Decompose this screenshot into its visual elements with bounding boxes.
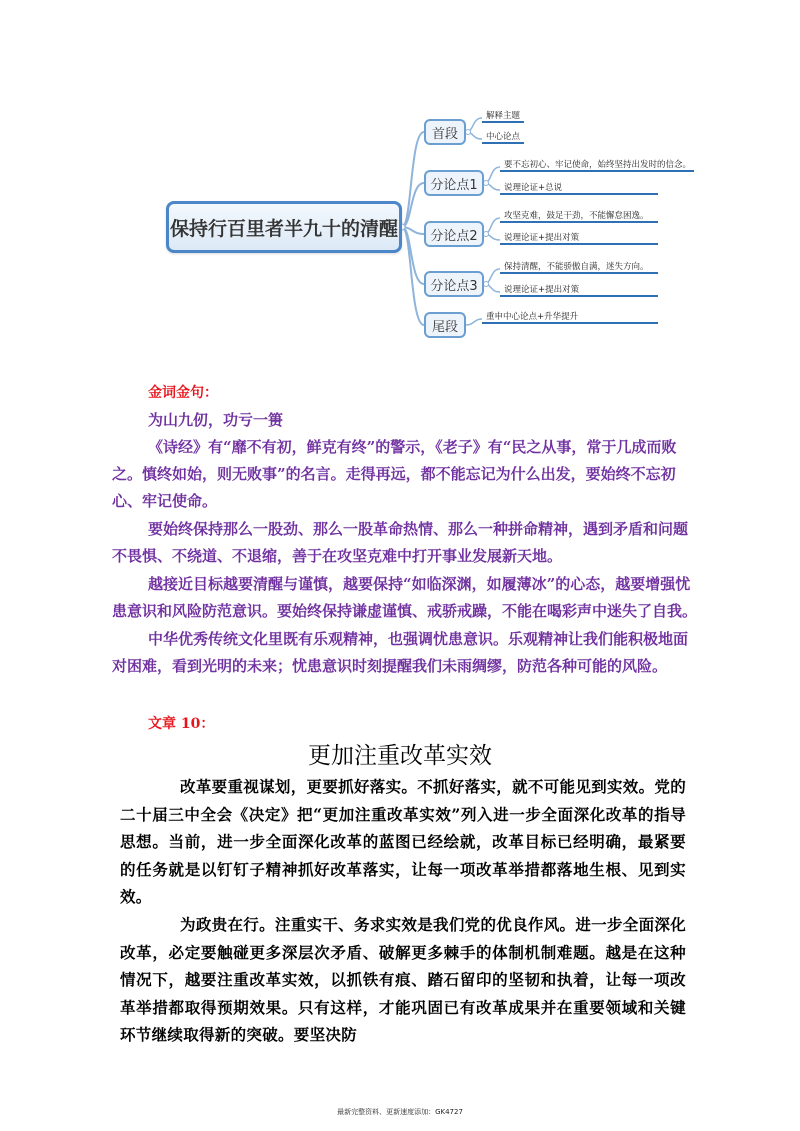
mind-map-leaf: 说理论证+提出对策 xyxy=(504,233,580,243)
mind-map-leaf: 攻坚克难，鼓足干劲，不能懈怠困逸。 xyxy=(504,211,649,221)
mind-map-connectors xyxy=(0,0,800,360)
mind-map-leaf-underline xyxy=(500,221,658,223)
mind-map-leaf-underline xyxy=(482,121,524,123)
mind-map xyxy=(0,0,800,360)
mind-map-leaf-underline xyxy=(482,142,524,144)
mind-map-leaf-underline xyxy=(500,243,658,245)
mind-map-branch-point-1: 分论点1 xyxy=(424,170,484,196)
mind-map-leaf: 中心论点 xyxy=(486,132,521,142)
mind-map-leaf-underline xyxy=(500,170,694,172)
mind-map-branch-intro: 首段 xyxy=(424,119,466,145)
quotes-subheading: 为山九仞，功亏一篑 xyxy=(148,411,284,429)
quote-paragraph: 要始终保持那么一股劲、那么一股革命热情、那么一种拼命精神，遇到矛盾和问题不畏惧、不绕道、不退缩，善于在攻坚克难中打开事业发展新天地。 xyxy=(112,520,689,565)
mind-map-leaf: 解释主题 xyxy=(486,111,521,121)
quote-paragraph: 《诗经》有“靡不有初，鲜克有终”的警示，《老子》有“民之从事，常于几成而败之。慎终如始，则无败事”的名言。走得再远，都不能忘记为什么出发，要始终不忘初心、牢记使命。 xyxy=(112,438,677,510)
quote-paragraph: 中华优秀传统文化里既有乐观精神，也强调忧患意识。乐观精神让我们能积极地面对困难，看到光明的未来；忧患意识时刻提醒我们未雨绸缪，防范各种可能的风险。 xyxy=(112,630,689,675)
mind-map-leaf: 要不忘初心、牢记使命，始终坚持出发时的信念。 xyxy=(504,160,692,170)
mind-map-branch-point-3: 分论点3 xyxy=(424,271,484,297)
mind-map-branch-conclusion: 尾段 xyxy=(424,312,466,338)
mind-map-leaf: 说理论证+总说 xyxy=(504,183,563,193)
mind-map-leaf-underline xyxy=(500,272,658,274)
article-paragraph: 为政贵在行。注重实干、务求实效是我们党的优良作风。进一步全面深化改革，必定要触碰更多深层次矛盾、破解更多棘手的体制机制难题。越是在这种情况下，越要注重改革实效，以抓铁有痕、踏石留印的坚韧和执着，让每一项改革举措都取得预期效果。只有这样，才能巩固已有改革成果并在重要领域和关键环节继续取得新的突破。要坚决防 xyxy=(120,915,686,1044)
article-paragraph: 改革要重视谋划，更要抓好落实。不抓好落实，就不可能见到实效。党的二十届三中全会《决定》把“更加注重改革实效”列入进一步全面深化改革的指导思想。当前，进一步全面深化改革的蓝图已经绘就，改革目标已经明确，最紧要的任务就是以钉钉子精神抓好改革落实，让每一项改革举措都落地生根、见到实效。 xyxy=(120,777,686,906)
mind-map-branch-point-2: 分论点2 xyxy=(424,221,484,247)
article-title: 更加注重改革实效 xyxy=(308,743,492,769)
mind-map-leaf-underline xyxy=(500,193,658,195)
article-label: 文章 10： xyxy=(148,716,215,732)
mind-map-leaf: 重申中心论点+升华提升 xyxy=(486,312,579,322)
mind-map-leaf-underline xyxy=(500,295,658,297)
mind-map-leaf: 保持清醒，不能骄傲自满，迷失方向。 xyxy=(504,262,649,272)
quote-paragraph: 越接近目标越要清醒与谨慎，越要保持“如临深渊，如履薄冰”的心态，越要增强忧患意识和风险防范意识。要始终保持谦虚谨慎、戒骄戒躁，不能在喝彩声中迷失了自我。 xyxy=(112,575,698,620)
mind-map-central-topic: 保持行百里者半九十的清醒 xyxy=(166,201,402,253)
mind-map-leaf-underline xyxy=(482,322,658,324)
mind-map-leaf: 说理论证+提出对策 xyxy=(504,285,580,295)
quotes-heading: 金词金句： xyxy=(148,385,218,401)
page-footer: 最新完整资料、更新速度添加：GK4727 xyxy=(337,1108,463,1116)
